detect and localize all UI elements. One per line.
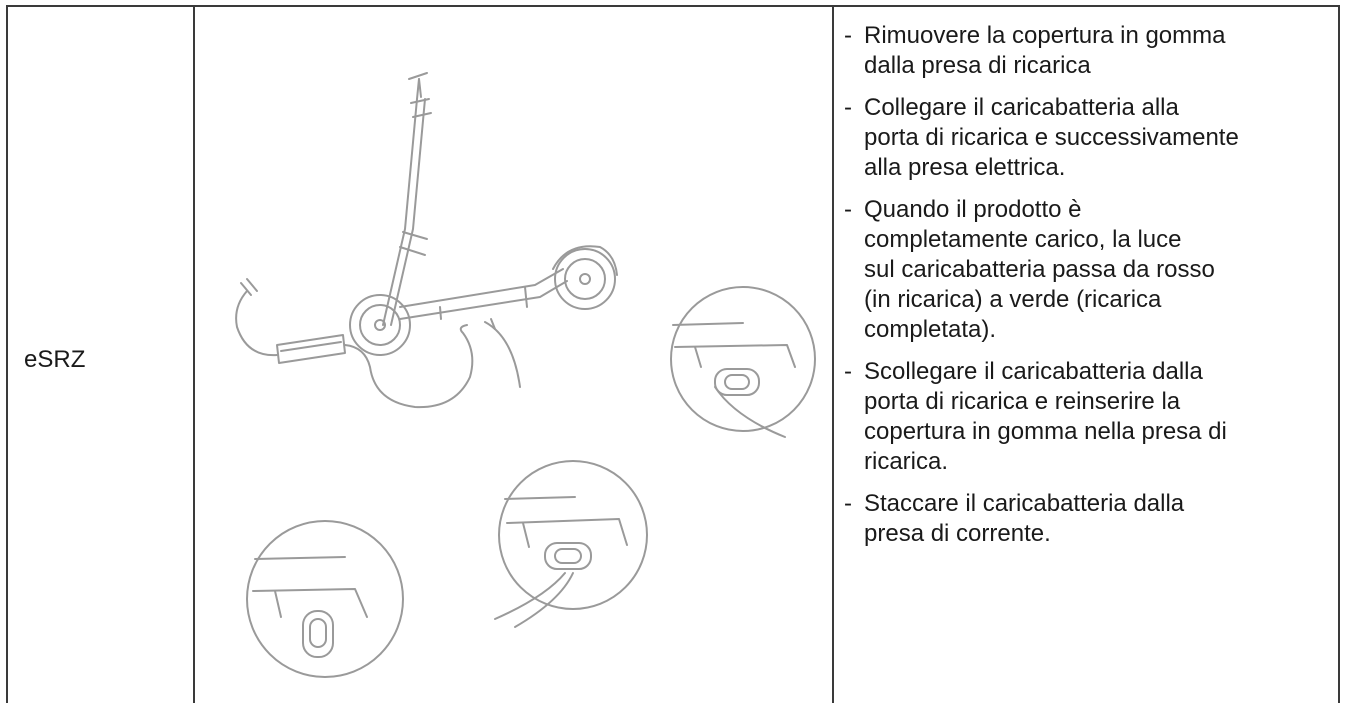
step-2 [844, 93, 1339, 183]
step-text: copertura in gomma nella presa di [864, 418, 1227, 445]
step-text: porta di ricarica e reinserire la [864, 388, 1181, 415]
step-bullet: - [844, 358, 852, 385]
step-text: ricarica. [864, 448, 949, 475]
step-text: Quando il prodotto è [864, 196, 1082, 223]
step-text: presa di corrente. [864, 520, 1051, 547]
charger-and-cable [236, 279, 520, 407]
charging-port-detail-2 [495, 461, 647, 627]
electric-scooter-charging-illustration-icon [195, 7, 832, 705]
instruction-table [6, 5, 1340, 703]
scooter-illustration [195, 7, 832, 705]
step-text: Staccare il caricabatteria dalla [864, 490, 1185, 517]
step-text: Rimuovere la copertura in gomma [864, 22, 1226, 49]
step-text: porta di ricarica e successivamente [864, 124, 1239, 151]
column-divider [832, 7, 834, 703]
scooter-rear-wheel [553, 246, 617, 309]
step-text: completamente carico, la luce [864, 226, 1182, 253]
charging-port-detail-3 [247, 521, 403, 677]
step-bullet: - [844, 22, 852, 49]
model-name: eSRZ [24, 346, 86, 373]
step-text: alla presa elettrica. [864, 154, 1066, 181]
scooter-front-wheel [350, 295, 410, 355]
step-text: completata). [864, 316, 997, 343]
step-text: dalla presa di ricarica [864, 52, 1091, 79]
step-4 [844, 357, 1339, 477]
step-text: sul caricabatteria passa da rosso [864, 256, 1215, 283]
step-1 [844, 21, 1339, 81]
scooter-deck [400, 269, 567, 319]
step-5 [844, 489, 1339, 549]
instruction-steps [844, 21, 1339, 561]
step-text: Collegare il caricabatteria alla [864, 94, 1179, 121]
step-3 [844, 195, 1339, 345]
scooter-stem [383, 73, 431, 325]
step-bullet: - [844, 94, 852, 121]
step-text: Scollegare il caricabatteria dalla [864, 358, 1203, 385]
step-bullet: - [844, 490, 852, 517]
step-text: (in ricarica) a verde (ricarica [864, 286, 1162, 313]
charging-port-detail-1 [671, 287, 815, 437]
step-bullet: - [844, 196, 852, 223]
